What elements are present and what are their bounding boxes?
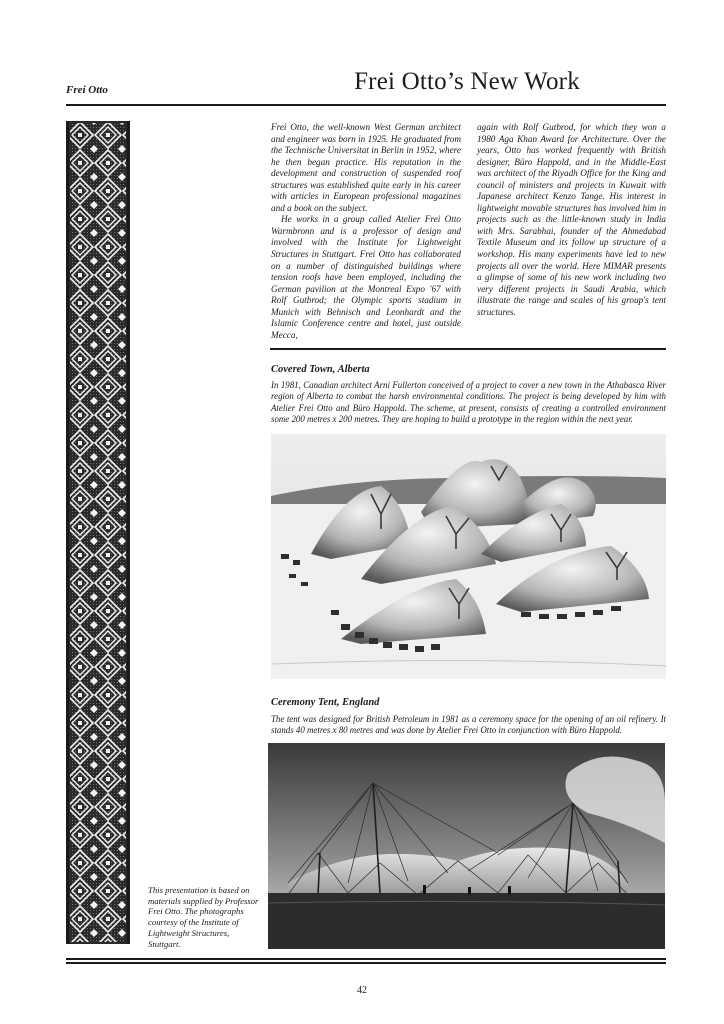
intro-paragraph-2: He works in a group called Atelier Frei Otto Warmbronn and is a professor of design and involved with the Institute for Lightweight Structures in Stuttgart. Frei Otto has collaborated on a number of distinguished buildings where tension roofs have been employed, including the German pavilion at the Montreal Expo '67 with Rolf Gutbrod; the Olympic sports stadium in Munich with Behnisch and Leonhardt and the Islamic Conference centre and hotel, just outside Mecca, <box>271 214 461 340</box>
intro-column-left <box>271 122 461 341</box>
title-rule <box>66 104 666 106</box>
covered-town-heading: Covered Town, Alberta <box>271 364 370 375</box>
footer-rule-bottom <box>66 962 666 964</box>
ceremony-tent-photo <box>268 743 665 949</box>
section-tag: Frei Otto <box>66 84 108 96</box>
footer-rule-top <box>66 958 666 960</box>
ceremony-tent-heading: Ceremony Tent, England <box>271 697 380 708</box>
ceremony-tent-caption: The tent was designed for British Petroleum in 1981 as a ceremony space for the opening of an oil refinery. It stands 40 metres x 80 metres and was done by Atelier Frei Otto in conjunction with Büro Happold. <box>271 714 666 736</box>
covered-town-caption: In 1981, Canadian architect Arni Fullerton conceived of a project to cover a new town in the Athabasca River region of Alberta to combat the harsh environmental conditions. The project is being developed by him with Atelier Frei Otto and Büro Happold. The scheme, at present, consists of creating a controlled environment some 200 metres x 200 metres. They are hoping to build a prototype in the region within the next year. <box>271 380 666 424</box>
page-title: Frei Otto’s New Work <box>354 68 580 95</box>
photo-credit-note: This presentation is based on materials supplied by Professor Frei Otto. The photographs courtesy of the Institute of Lightweight Structures, Stuttgart. <box>148 885 259 949</box>
section-rule <box>270 348 666 350</box>
intro-paragraph-1: Frei Otto, the well-known West German architect and engineer was born in 1925. He graduated from the Technische Universitat in Berlin in 1952, where he then began practice. His reputation in the development and construction of suspended roof structures was established quite early in his career with articles in European professional magazines and a book on the subject. <box>271 122 461 213</box>
decorative-pattern-band <box>66 121 130 944</box>
intro-paragraph-3: again with Rolf Gutbrod, for which they won a 1980 Aga Khan Award for Architecture. Over the years, Otto has worked frequently with British designer, Büro Happold, and in the Middle-East was architect of the Riyadh Office for the King and council of ministers and projects in Kuwait with Japanese architect Kenzo Tange. His interest in lightweight movable structures has involved him in projects such as the little-known study in India with Mrs. Sarabhai, founder of the Ahmedabad Textile Museum and its follow up structure of a workshop. His many experiments have led to new projects all over the world. Here MIMAR presents a glimpse of some of his new work including two very different projects in Saudi Arabia, which illustrate the range and scales of his group's tent structures. <box>477 122 666 317</box>
page-number: 42 <box>357 985 367 996</box>
covered-town-photo <box>271 434 666 679</box>
intro-column-right <box>477 122 666 318</box>
